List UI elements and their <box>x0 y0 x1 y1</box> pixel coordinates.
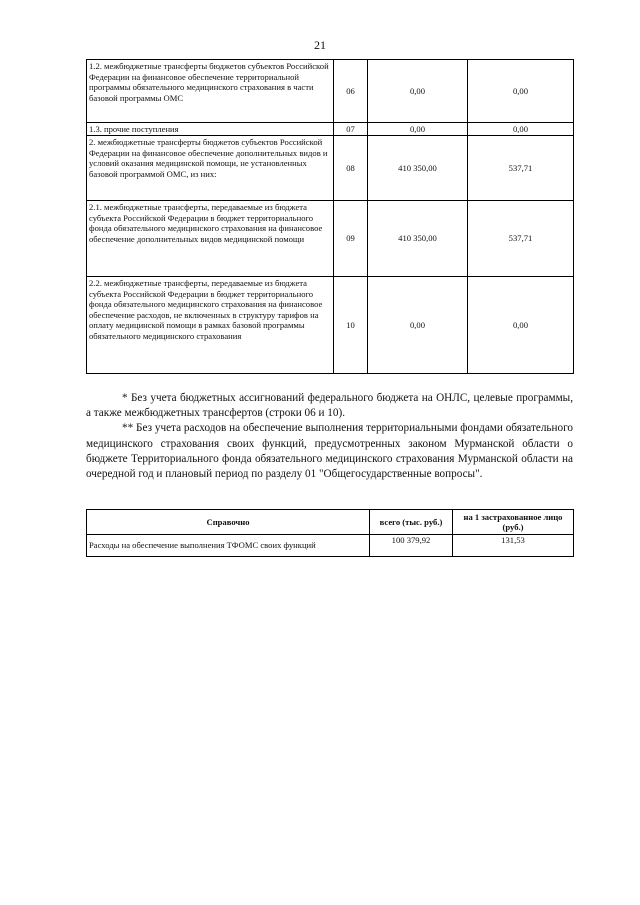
table-row <box>87 535 574 557</box>
reference-header-total: всего (тыс. руб.) <box>370 510 453 535</box>
reference-row-label: Расходы на обеспечение выполнения ТФОМС своих функций <box>87 535 370 557</box>
row-code: 07 <box>334 123 368 136</box>
financing-table <box>86 59 574 374</box>
row-code: 09 <box>334 201 368 277</box>
row-per-person: 0,00 <box>468 123 574 136</box>
row-total: 0,00 <box>368 123 468 136</box>
row-total: 410 350,00 <box>368 136 468 201</box>
row-total: 0,00 <box>368 277 468 374</box>
row-name: 2. межбюджетные трансферты бюджетов субъектов Российской Федерации на финансовое обеспечение дополнительных видов и условий оказания медицинской помощи, не установленных базовой программой ОМС, из них: <box>87 136 334 201</box>
reference-header-label: Справочно <box>87 510 370 535</box>
row-code: 10 <box>334 277 368 374</box>
table-row <box>87 60 574 123</box>
reference-table <box>86 509 574 557</box>
row-total: 410 350,00 <box>368 201 468 277</box>
row-per-person: 0,00 <box>468 60 574 123</box>
footnote-single-star: * Без учета бюджетных ассигнований федерального бюджета на ОНЛС, целевые программы, а также межбюджетных трансфертов (строки 06 и 10). <box>86 392 573 420</box>
table-row <box>87 201 574 277</box>
row-name: 1.2. межбюджетные трансферты бюджетов субъектов Российской Федерации на финансовое обеспечение территориальной программы обязательного медицинского страхования в части базовой программы ОМС <box>87 60 334 123</box>
row-per-person: 537,71 <box>468 136 574 201</box>
table-row <box>87 277 574 374</box>
footnote-double-star: ** Без учета расходов на обеспечение выполнения территориальными фондами обязательного медицинского страхования своих функций, предусмотренных законом Мурманской области о бюджете Территориального фонда обязательного медицинского страхования Мурманской области на очередной год и плановый период по разделу 01 "Общегосударственные вопросы". <box>86 422 573 481</box>
page-number: 21 <box>314 38 326 52</box>
reference-row-per-person: 131,53 <box>453 535 574 557</box>
table-row <box>87 136 574 201</box>
row-per-person: 0,00 <box>468 277 574 374</box>
reference-row-total: 100 379,92 <box>370 535 453 557</box>
row-name: 2.1. межбюджетные трансферты, передаваемые из бюджета субъекта Российской Федерации в бюджет территориального фонда обязательного медицинского страхования на финансовое обеспечение дополнительных видов медицинской помощи <box>87 201 334 277</box>
row-name: 1.3. прочие поступления <box>87 123 334 136</box>
row-per-person: 537,71 <box>468 201 574 277</box>
row-total: 0,00 <box>368 60 468 123</box>
reference-header-per-person: на 1 застрахованное лицо (руб.) <box>453 510 574 535</box>
row-code: 06 <box>334 60 368 123</box>
table-row <box>87 123 574 136</box>
row-code: 08 <box>334 136 368 201</box>
reference-header-row <box>87 510 574 535</box>
row-name: 2.2. межбюджетные трансферты, передаваемые из бюджета субъекта Российской Федерации в бюджет территориального фонда обязательного медицинского страхования на финансовое обеспечение расходов, не включенных в структуру тарифов на оплату медицинской помощи в рамках базовой программы обязательного медицинского страхования <box>87 277 334 374</box>
footnotes <box>86 391 573 482</box>
